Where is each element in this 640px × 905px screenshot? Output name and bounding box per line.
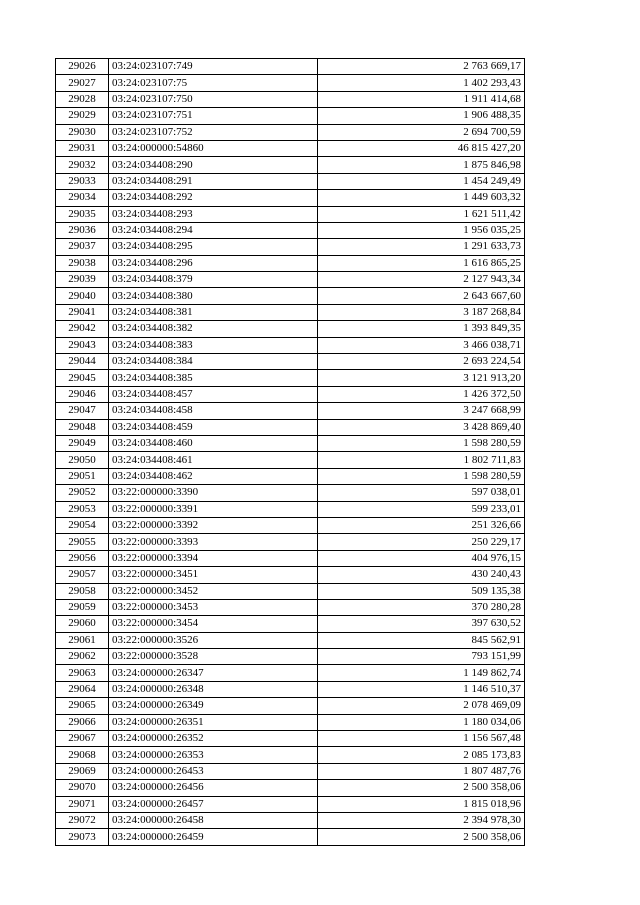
cadastral-number-cell: 03:24:034408:292 — [109, 190, 318, 206]
cadastral-value-cell: 1 449 603,32 — [318, 190, 525, 206]
row-number-cell: 29039 — [56, 272, 109, 288]
cadastral-value-cell: 3 428 869,40 — [318, 419, 525, 435]
row-number-cell: 29036 — [56, 222, 109, 238]
cadastral-number-cell: 03:24:034408:458 — [109, 403, 318, 419]
cadastral-value-cell: 1 802 711,83 — [318, 452, 525, 468]
cadastral-number-cell: 03:24:034408:462 — [109, 468, 318, 484]
cadastral-number-cell: 03:24:034408:379 — [109, 272, 318, 288]
cadastral-value-cell: 1 149 862,74 — [318, 665, 525, 681]
cadastral-number-cell: 03:24:000000:26351 — [109, 714, 318, 730]
cadastral-number-cell: 03:24:000000:26459 — [109, 829, 318, 845]
row-number-cell: 29057 — [56, 567, 109, 583]
cadastral-value-cell: 793 151,99 — [318, 649, 525, 665]
cadastral-number-cell: 03:24:000000:26353 — [109, 747, 318, 763]
cadastral-value-cell: 2 085 173,83 — [318, 747, 525, 763]
row-number-cell: 29038 — [56, 255, 109, 271]
row-number-cell: 29031 — [56, 140, 109, 156]
cadastral-value-cell: 1 906 488,35 — [318, 108, 525, 124]
row-number-cell: 29044 — [56, 354, 109, 370]
cadastral-value-cell: 370 280,28 — [318, 599, 525, 615]
row-number-cell: 29033 — [56, 173, 109, 189]
row-number-cell: 29058 — [56, 583, 109, 599]
table-row — [56, 255, 525, 271]
row-number-cell: 29065 — [56, 698, 109, 714]
cadastral-number-cell: 03:22:000000:3526 — [109, 632, 318, 648]
cadastral-number-cell: 03:22:000000:3454 — [109, 616, 318, 632]
row-number-cell: 29037 — [56, 239, 109, 255]
table-row — [56, 731, 525, 747]
table-row — [56, 206, 525, 222]
row-number-cell: 29045 — [56, 370, 109, 386]
cadastral-value-cell: 46 815 427,20 — [318, 140, 525, 156]
cadastral-number-cell: 03:24:034408:383 — [109, 337, 318, 353]
table-row — [56, 468, 525, 484]
cadastral-value-cell: 3 121 913,20 — [318, 370, 525, 386]
cadastral-value-cell: 1 616 865,25 — [318, 255, 525, 271]
cadastral-value-cell: 3 187 268,84 — [318, 304, 525, 320]
cadastral-value-cell: 1 291 633,73 — [318, 239, 525, 255]
row-number-cell: 29043 — [56, 337, 109, 353]
cadastral-value-cell: 1 815 018,96 — [318, 796, 525, 812]
row-number-cell: 29029 — [56, 108, 109, 124]
cadastral-value-cell: 1 156 567,48 — [318, 731, 525, 747]
row-number-cell: 29060 — [56, 616, 109, 632]
row-number-cell: 29030 — [56, 124, 109, 140]
table-row — [56, 59, 525, 75]
table-row — [56, 370, 525, 386]
table-row — [56, 124, 525, 140]
row-number-cell: 29062 — [56, 649, 109, 665]
table-row — [56, 157, 525, 173]
table-row — [56, 747, 525, 763]
row-number-cell: 29059 — [56, 599, 109, 615]
row-number-cell: 29047 — [56, 403, 109, 419]
table-row — [56, 173, 525, 189]
table-row — [56, 403, 525, 419]
cadastral-number-cell: 03:24:000000:26453 — [109, 763, 318, 779]
cadastral-number-cell: 03:24:000000:26456 — [109, 780, 318, 796]
cadastral-number-cell: 03:22:000000:3393 — [109, 534, 318, 550]
row-number-cell: 29072 — [56, 812, 109, 828]
table-row — [56, 354, 525, 370]
cadastral-value-cell: 1 454 249,49 — [318, 173, 525, 189]
cadastral-number-cell: 03:22:000000:3452 — [109, 583, 318, 599]
row-number-cell: 29046 — [56, 386, 109, 402]
table-row — [56, 681, 525, 697]
table-row — [56, 616, 525, 632]
table-row — [56, 649, 525, 665]
cadastral-value-cell: 2 500 358,06 — [318, 829, 525, 845]
row-number-cell: 29056 — [56, 550, 109, 566]
table-row — [56, 75, 525, 91]
table-row — [56, 222, 525, 238]
cadastral-value-cell: 2 394 978,30 — [318, 812, 525, 828]
cadastral-number-cell: 03:24:034408:290 — [109, 157, 318, 173]
table-row — [56, 796, 525, 812]
cadastral-number-cell: 03:24:034408:382 — [109, 321, 318, 337]
table-row — [56, 485, 525, 501]
row-number-cell: 29064 — [56, 681, 109, 697]
cadastral-value-cell: 1 426 372,50 — [318, 386, 525, 402]
row-number-cell: 29028 — [56, 91, 109, 107]
table-row — [56, 583, 525, 599]
cadastral-value-cell: 1 598 280,59 — [318, 435, 525, 451]
cadastral-number-cell: 03:22:000000:3392 — [109, 517, 318, 533]
cadastral-value-table — [55, 58, 525, 846]
cadastral-number-cell: 03:24:023107:75 — [109, 75, 318, 91]
cadastral-value-cell: 599 233,01 — [318, 501, 525, 517]
table-row — [56, 632, 525, 648]
row-number-cell: 29041 — [56, 304, 109, 320]
table-row — [56, 812, 525, 828]
table-row — [56, 452, 525, 468]
cadastral-number-cell: 03:24:034408:293 — [109, 206, 318, 222]
cadastral-value-cell: 2 693 224,54 — [318, 354, 525, 370]
table-row — [56, 239, 525, 255]
row-number-cell: 29061 — [56, 632, 109, 648]
cadastral-value-cell: 2 643 667,60 — [318, 288, 525, 304]
table-row — [56, 108, 525, 124]
cadastral-number-cell: 03:24:034408:295 — [109, 239, 318, 255]
cadastral-value-cell: 1 911 414,68 — [318, 91, 525, 107]
cadastral-number-cell: 03:24:000000:26349 — [109, 698, 318, 714]
cadastral-value-cell: 1 393 849,35 — [318, 321, 525, 337]
row-number-cell: 29042 — [56, 321, 109, 337]
row-number-cell: 29034 — [56, 190, 109, 206]
cadastral-number-cell: 03:24:034408:381 — [109, 304, 318, 320]
table-row — [56, 337, 525, 353]
cadastral-value-cell: 2 078 469,09 — [318, 698, 525, 714]
cadastral-number-cell: 03:24:000000:26458 — [109, 812, 318, 828]
row-number-cell: 29051 — [56, 468, 109, 484]
cadastral-number-cell: 03:22:000000:3394 — [109, 550, 318, 566]
cadastral-number-cell: 03:24:023107:752 — [109, 124, 318, 140]
cadastral-value-cell: 404 976,15 — [318, 550, 525, 566]
table-row — [56, 665, 525, 681]
table-row — [56, 190, 525, 206]
cadastral-value-cell: 2 694 700,59 — [318, 124, 525, 140]
row-number-cell: 29026 — [56, 59, 109, 75]
table-row — [56, 435, 525, 451]
row-number-cell: 29055 — [56, 534, 109, 550]
cadastral-value-cell: 597 038,01 — [318, 485, 525, 501]
cadastral-number-cell: 03:24:000000:26347 — [109, 665, 318, 681]
row-number-cell: 29066 — [56, 714, 109, 730]
table-row — [56, 501, 525, 517]
table-row — [56, 714, 525, 730]
row-number-cell: 29071 — [56, 796, 109, 812]
cadastral-number-cell: 03:24:034408:294 — [109, 222, 318, 238]
cadastral-number-cell: 03:24:034408:296 — [109, 255, 318, 271]
cadastral-value-cell: 2 763 669,17 — [318, 59, 525, 75]
cadastral-number-cell: 03:24:034408:291 — [109, 173, 318, 189]
table-row — [56, 419, 525, 435]
table-row — [56, 763, 525, 779]
cadastral-number-cell: 03:22:000000:3391 — [109, 501, 318, 517]
cadastral-number-cell: 03:24:034408:459 — [109, 419, 318, 435]
cadastral-value-cell: 1 621 511,42 — [318, 206, 525, 222]
table-row — [56, 517, 525, 533]
table-row — [56, 288, 525, 304]
row-number-cell: 29049 — [56, 435, 109, 451]
row-number-cell: 29032 — [56, 157, 109, 173]
cadastral-number-cell: 03:24:034408:460 — [109, 435, 318, 451]
row-number-cell: 29053 — [56, 501, 109, 517]
cadastral-value-cell: 2 500 358,06 — [318, 780, 525, 796]
row-number-cell: 29063 — [56, 665, 109, 681]
cadastral-value-cell: 3 466 038,71 — [318, 337, 525, 353]
cadastral-value-cell: 250 229,17 — [318, 534, 525, 550]
row-number-cell: 29067 — [56, 731, 109, 747]
cadastral-number-cell: 03:24:034408:384 — [109, 354, 318, 370]
cadastral-number-cell: 03:22:000000:3451 — [109, 567, 318, 583]
cadastral-value-cell: 1 875 846,98 — [318, 157, 525, 173]
row-number-cell: 29035 — [56, 206, 109, 222]
cadastral-number-cell: 03:22:000000:3528 — [109, 649, 318, 665]
row-number-cell: 29027 — [56, 75, 109, 91]
cadastral-number-cell: 03:24:034408:461 — [109, 452, 318, 468]
cadastral-number-cell: 03:24:000000:26457 — [109, 796, 318, 812]
table-row — [56, 829, 525, 845]
table-row — [56, 140, 525, 156]
row-number-cell: 29052 — [56, 485, 109, 501]
table-row — [56, 567, 525, 583]
cadastral-value-cell: 1 180 034,06 — [318, 714, 525, 730]
cadastral-value-cell: 251 326,66 — [318, 517, 525, 533]
cadastral-number-cell: 03:24:034408:385 — [109, 370, 318, 386]
table-body — [56, 59, 525, 846]
table-row — [56, 272, 525, 288]
table-row — [56, 698, 525, 714]
table-row — [56, 780, 525, 796]
cadastral-number-cell: 03:24:000000:26352 — [109, 731, 318, 747]
table-row — [56, 304, 525, 320]
table-row — [56, 321, 525, 337]
table-row — [56, 386, 525, 402]
row-number-cell: 29048 — [56, 419, 109, 435]
cadastral-value-cell: 1 402 293,43 — [318, 75, 525, 91]
cadastral-value-cell: 1 807 487,76 — [318, 763, 525, 779]
cadastral-number-cell: 03:24:034408:457 — [109, 386, 318, 402]
cadastral-value-cell: 1 598 280,59 — [318, 468, 525, 484]
row-number-cell: 29069 — [56, 763, 109, 779]
row-number-cell: 29050 — [56, 452, 109, 468]
row-number-cell: 29040 — [56, 288, 109, 304]
table-row — [56, 550, 525, 566]
cadastral-number-cell: 03:24:023107:751 — [109, 108, 318, 124]
cadastral-value-cell: 397 630,52 — [318, 616, 525, 632]
table-row — [56, 91, 525, 107]
row-number-cell: 29073 — [56, 829, 109, 845]
cadastral-number-cell: 03:24:034408:380 — [109, 288, 318, 304]
cadastral-number-cell: 03:24:000000:26348 — [109, 681, 318, 697]
cadastral-value-cell: 509 135,38 — [318, 583, 525, 599]
row-number-cell: 29054 — [56, 517, 109, 533]
table-row — [56, 599, 525, 615]
row-number-cell: 29070 — [56, 780, 109, 796]
cadastral-number-cell: 03:24:023107:750 — [109, 91, 318, 107]
cadastral-number-cell: 03:24:023107:749 — [109, 59, 318, 75]
row-number-cell: 29068 — [56, 747, 109, 763]
cadastral-value-cell: 1 146 510,37 — [318, 681, 525, 697]
cadastral-number-cell: 03:24:000000:54860 — [109, 140, 318, 156]
cadastral-number-cell: 03:22:000000:3390 — [109, 485, 318, 501]
table-row — [56, 534, 525, 550]
cadastral-value-cell: 845 562,91 — [318, 632, 525, 648]
cadastral-value-cell: 430 240,43 — [318, 567, 525, 583]
cadastral-number-cell: 03:22:000000:3453 — [109, 599, 318, 615]
cadastral-value-cell: 3 247 668,99 — [318, 403, 525, 419]
cadastral-value-cell: 2 127 943,34 — [318, 272, 525, 288]
cadastral-value-cell: 1 956 035,25 — [318, 222, 525, 238]
